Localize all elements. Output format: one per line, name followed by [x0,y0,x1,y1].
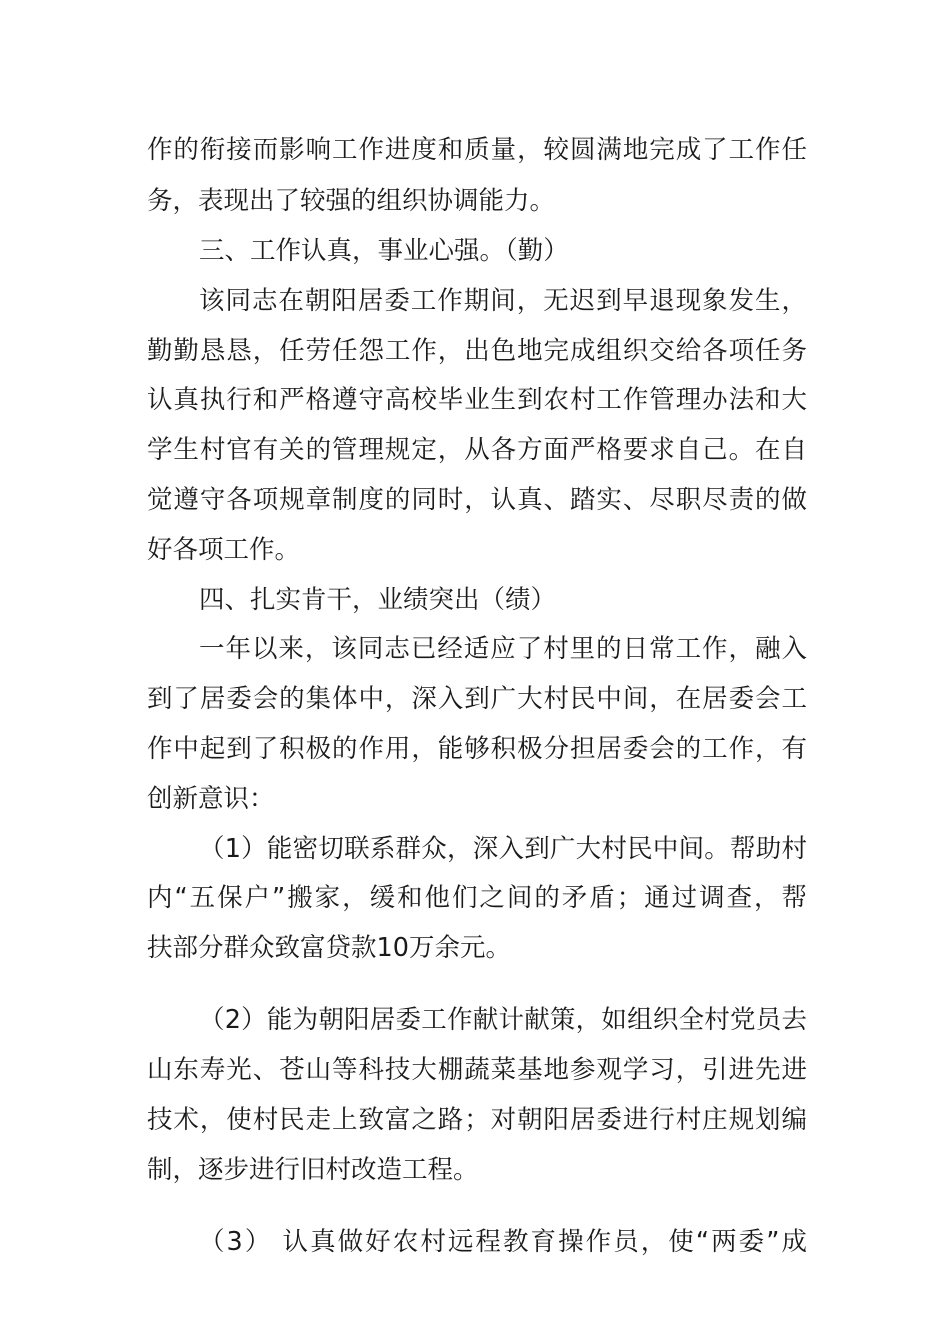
paragraph-line: 作的衔接而影响工作进度和质量，较圆满地完成了工作任 [147,135,807,165]
paragraph-line: 该同志在朝阳居委工作期间，无迟到早退现象发生， [199,286,807,316]
section-heading: 四、扎实肯干，业绩突出（绩） [199,585,557,615]
list-item-line: 山东寿光、苍山等科技大棚蔬菜基地参观学习，引进先进 [147,1055,807,1085]
list-item-line: （1）能密切联系群众，深入到广大村民中间。帮助村 [199,834,807,864]
list-item-line: 制，逐步进行旧村改造工程。 [147,1155,479,1185]
paragraph-line: 好各项工作。 [147,535,301,565]
paragraph-line: 到了居委会的集体中，深入到广大村民中间，在居委会工 [147,684,807,714]
list-item-line: 内“五保户”搬家，缓和他们之间的矛盾；通过调查，帮 [147,883,807,913]
paragraph-line: 觉遵守各项规章制度的同时，认真、踏实、尽职尽责的做 [147,485,807,515]
paragraph-line: 创新意识： [147,784,275,814]
paragraph-line: 一年以来，该同志已经适应了村里的日常工作，融入 [199,634,807,664]
list-item-line: 技术，使村民走上致富之路；对朝阳居委进行村庄规划编 [147,1105,807,1135]
list-item-line: （2）能为朝阳居委工作献计献策，如组织全村党员去 [199,1005,807,1035]
paragraph-line: 务，表现出了较强的组织协调能力。 [147,186,556,216]
paragraph-line: 学生村官有关的管理规定，从各方面严格要求自己。在自 [147,435,807,465]
paragraph-line: 作中起到了积极的作用，能够积极分担居委会的工作，有 [147,734,807,764]
paragraph-line: 认真执行和严格遵守高校毕业生到农村工作管理办法和大 [147,385,807,415]
section-heading: 三、工作认真，事业心强。（勤） [199,236,569,266]
list-item-line: 扶部分群众致富贷款10万余元。 [147,933,511,963]
list-item-line: （3） 认真做好农村远程教育操作员，使“两委”成 [199,1227,807,1257]
paragraph-line: 勤勤恳恳，任劳任怨工作，出色地完成组织交给各项任务 [147,336,807,366]
